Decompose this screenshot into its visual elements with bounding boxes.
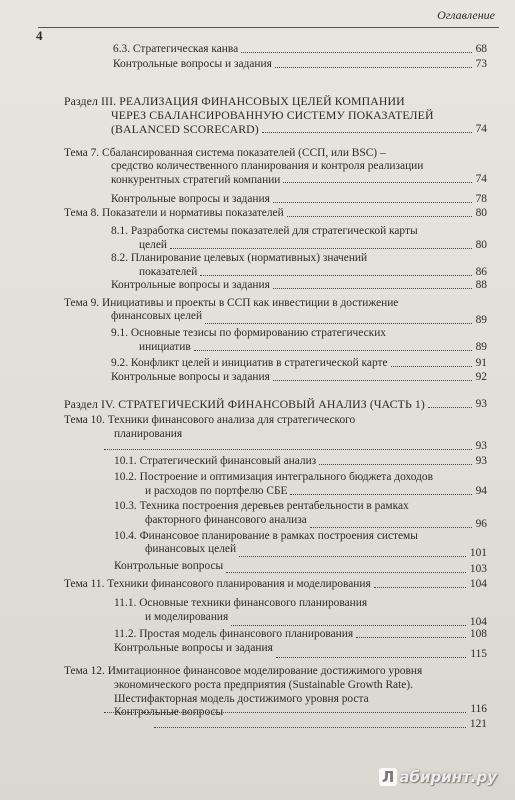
leader-dots bbox=[194, 350, 472, 351]
leader-dots bbox=[241, 52, 472, 53]
toc-page-number: 93 bbox=[475, 440, 487, 452]
leader-dots bbox=[154, 727, 466, 728]
toc-page-number: 78 bbox=[475, 193, 487, 205]
toc-entry-text: Шестифакторная модель достижимого уровня роста bbox=[114, 693, 369, 705]
toc-entry-text: 9.1. Основные тезисы по формированию стратегических bbox=[111, 327, 387, 339]
toc-page-number: 74 bbox=[475, 173, 487, 185]
toc-entry-text: средство количественного планирования и контроля реализации bbox=[111, 160, 424, 172]
toc-entry-text: 9.2. Конфликт целей и инициатив в стратегической карте bbox=[111, 357, 388, 369]
toc-entry-text: 10.2. Построение и оптимизация интегрального бюджета доходов bbox=[114, 471, 434, 483]
toc-page-number: 116 bbox=[470, 703, 487, 715]
toc-entry-text: Контрольные вопросы bbox=[114, 706, 224, 718]
leader-dots bbox=[391, 366, 472, 367]
toc-entry-text: инициатив bbox=[139, 341, 191, 353]
toc-entry-text: Раздел III. РЕАЛИЗАЦИЯ ФИНАНСОВЫХ ЦЕЛЕЙ КОМПАНИИ bbox=[64, 94, 405, 108]
toc-entry-text: и расходов по портфелю СБЕ bbox=[145, 485, 288, 497]
toc-page-number: 80 bbox=[475, 239, 487, 251]
leader-dots bbox=[205, 323, 472, 324]
toc-page-number: 89 bbox=[475, 341, 487, 353]
leader-dots bbox=[290, 494, 472, 495]
leader-dots bbox=[287, 216, 472, 217]
toc-page-number: 94 bbox=[475, 485, 487, 497]
toc-page-number: 108 bbox=[469, 628, 487, 640]
toc-entry-text: 10.4. Финансовое планирование в рамках построения системы bbox=[114, 530, 418, 542]
toc-entry-text: 11.2. Простая модель финансового планирования bbox=[114, 628, 354, 640]
toc-entry-text: планирования bbox=[114, 428, 183, 440]
leader-dots bbox=[273, 202, 472, 203]
leader-dots bbox=[374, 587, 466, 588]
leader-dots bbox=[200, 275, 472, 276]
toc-entry-text: Контрольные вопросы и задания bbox=[113, 58, 272, 70]
toc-page-number: 103 bbox=[469, 563, 487, 575]
toc-entry-text: 10.3. Техника построения деревьев рентабельности в рамках bbox=[114, 500, 409, 512]
toc-entry-text: 8.1. Разработка системы показателей для стратегической карты bbox=[111, 225, 418, 237]
toc-entry-text: Раздел IV. СТРАТЕГИЧЕСКИЙ ФИНАНСОВЫЙ АНАЛИЗ (ЧАСТЬ 1) bbox=[64, 397, 425, 411]
watermark-mark: Л bbox=[379, 768, 397, 786]
toc-entry-text: факторного финансового анализа bbox=[145, 514, 307, 526]
toc-entry-text: Тема 10. Техники финансового анализа для стратегического bbox=[64, 414, 356, 426]
toc-page-number: 92 bbox=[475, 371, 487, 383]
toc-page-number: 73 bbox=[475, 58, 487, 70]
toc-entry-text: Тема 8. Показатели и нормативы показателей bbox=[64, 207, 284, 219]
toc-entry-text: 10.1. Стратегический финансовый анализ bbox=[114, 455, 317, 467]
toc-page-number: 86 bbox=[475, 266, 487, 278]
toc-entry-text: экономического роста предприятия (Sustainable Growth Rate). bbox=[114, 679, 413, 691]
leader-dots bbox=[231, 625, 466, 626]
toc-entry-text: 8.2. Планирование целевых (нормативных) значений bbox=[111, 252, 368, 264]
toc-entry-text: Контрольные вопросы и задания bbox=[111, 279, 270, 291]
toc-entry-text: Контрольные вопросы bbox=[114, 560, 224, 572]
running-title: Оглавление bbox=[437, 8, 495, 22]
toc-page-number: 68 bbox=[475, 43, 487, 55]
page-number: 4 bbox=[36, 28, 43, 43]
toc-page-number: 91 bbox=[475, 357, 487, 369]
leader-dots bbox=[273, 288, 472, 289]
toc-entry-text: Контрольные вопросы и задания bbox=[114, 642, 273, 654]
leader-dots bbox=[170, 248, 472, 249]
toc-entry-text: Контрольные вопросы и задания bbox=[111, 193, 270, 205]
leader-dots bbox=[239, 556, 466, 557]
toc-page-number: 89 bbox=[475, 314, 487, 326]
toc-page-number: 121 bbox=[469, 718, 487, 730]
leader-dots bbox=[319, 464, 472, 465]
toc-page-number: 101 bbox=[469, 547, 487, 559]
toc-entry-text: Контрольные вопросы и задания bbox=[111, 371, 270, 383]
toc-page-number: 115 bbox=[470, 648, 487, 660]
toc-entry-text: Тема 7. Сбалансированная система показателей (ССП, или BSC) – bbox=[64, 147, 386, 159]
toc-entry-text: Тема 9. Инициативы и проекты в ССП как инвестиции в достижение bbox=[64, 297, 399, 309]
toc-page-number: 93 bbox=[475, 455, 487, 467]
toc-page-number: 96 bbox=[475, 518, 487, 530]
leader-dots bbox=[262, 132, 472, 133]
leader-dots bbox=[273, 380, 472, 381]
toc-entry-text: показателей bbox=[139, 266, 198, 278]
toc-page-number: 93 bbox=[475, 398, 487, 410]
watermark-text: абиринт.ру bbox=[399, 768, 497, 786]
leader-dots bbox=[356, 637, 466, 638]
watermark-logo bbox=[379, 768, 497, 786]
toc-entry-text: Тема 12. Имитационное финансовое моделирование достижимого уровня bbox=[64, 665, 423, 677]
toc-entry-text: конкурентных стратегий компании bbox=[111, 174, 281, 186]
toc-entry-text: (BALANCED SCORECARD) bbox=[111, 122, 259, 136]
toc-entry-text: и моделирования bbox=[145, 611, 229, 623]
leader-dots bbox=[283, 182, 472, 183]
toc-entry-text: 6.3. Стратегическая канва bbox=[113, 43, 239, 55]
toc-page-number: 104 bbox=[469, 616, 487, 628]
toc-entry-text: финансовых целей bbox=[145, 543, 237, 555]
toc-entry-text: финансовых целей bbox=[111, 310, 203, 322]
leader-dots bbox=[104, 449, 472, 450]
toc-page-number: 88 bbox=[475, 279, 487, 291]
leader-dots bbox=[226, 572, 466, 573]
toc-entry-text: ЧЕРЕЗ СБАЛАНСИРОВАННУЮ СИСТЕМУ ПОКАЗАТЕЛЕЙ bbox=[111, 108, 434, 122]
header-rule bbox=[38, 27, 499, 28]
leader-dots bbox=[428, 407, 472, 408]
leader-dots bbox=[275, 67, 472, 68]
toc-entry-text: Тема 11. Техники финансового планирования и моделирования bbox=[64, 578, 371, 590]
toc-page-number: 80 bbox=[475, 207, 487, 219]
toc-entry-text: 11.1. Основные техники финансового планирования bbox=[114, 597, 368, 609]
toc-page-number: 74 bbox=[475, 123, 487, 135]
leader-dots bbox=[276, 657, 466, 658]
toc-entry-text: целей bbox=[139, 239, 167, 251]
leader-dots bbox=[310, 527, 472, 528]
toc-page-number: 104 bbox=[469, 578, 487, 590]
